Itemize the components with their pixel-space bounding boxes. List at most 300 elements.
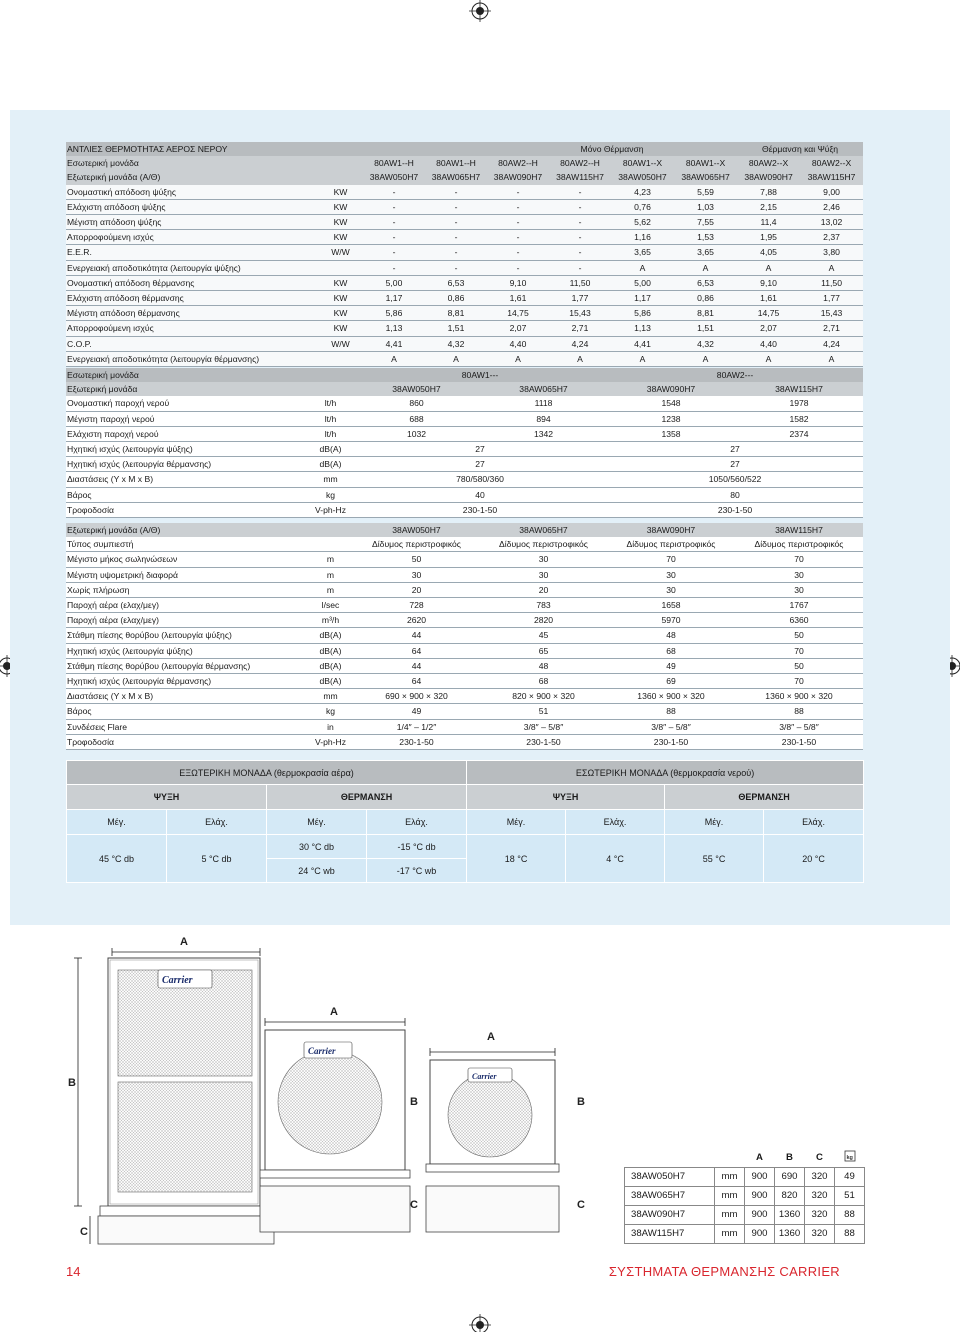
max-label: Μέγ.	[67, 810, 167, 835]
outdoor-spec-value: 230-1-50	[607, 734, 735, 749]
dimensions-table	[624, 1148, 865, 1244]
performance-value: 80AW2--H	[549, 156, 611, 170]
outdoor-spec-row	[66, 567, 863, 582]
outdoor-spec-value: 49	[607, 658, 735, 673]
dim-b: 690	[775, 1167, 805, 1186]
indoor-spec-row	[66, 502, 863, 517]
performance-value: Μόνο Θέρμανση	[487, 142, 737, 156]
performance-value: 5,86	[611, 306, 674, 321]
performance-value: 0,86	[425, 291, 487, 306]
outdoor-spec-row	[66, 537, 863, 552]
outdoor-unit-table	[66, 523, 863, 750]
performance-value: 1,61	[487, 291, 549, 306]
outdoor-spec-unit: m³/h	[308, 613, 353, 628]
indoor-unit-table	[66, 368, 863, 518]
dim-c: 320	[805, 1167, 835, 1186]
dim-kg: 88	[835, 1205, 865, 1224]
performance-value: 6,53	[674, 275, 737, 290]
performance-value: A	[800, 260, 863, 275]
outdoor-spec-value: 3/8″ – 5/8″	[735, 719, 863, 734]
outdoor-spec-value: 30	[480, 552, 607, 567]
outdoor-spec-row	[66, 523, 863, 537]
performance-row	[66, 170, 863, 184]
performance-value: 5,59	[674, 185, 737, 200]
min-label: Ελάχ.	[367, 810, 467, 835]
performance-value: 1,16	[611, 230, 674, 245]
dimension-b-label: B	[68, 1077, 76, 1089]
performance-value: -	[425, 230, 487, 245]
performance-value: A	[674, 260, 737, 275]
heat-pump-performance-table	[66, 142, 863, 367]
indoor-spec-value: 1548	[607, 396, 735, 411]
dim-a: 900	[745, 1224, 775, 1243]
performance-label: C.O.P.	[66, 336, 318, 351]
weight-icon-label: kg	[846, 1154, 853, 1161]
outdoor-spec-label: Ηχητική ισχύς (λειτουργία ψύξης)	[66, 643, 308, 658]
outdoor-spec-label: Συνδέσεις Flare	[66, 719, 308, 734]
dim-b: 1360	[775, 1205, 805, 1224]
performance-value: 38AW050H7	[363, 170, 425, 184]
performance-value: 80AW1--X	[674, 156, 737, 170]
max-label: Μέγ.	[665, 810, 764, 835]
operating-limits-table	[66, 760, 864, 883]
min-label: Ελάχ.	[566, 810, 665, 835]
performance-value: -	[425, 245, 487, 260]
outdoor-spec-row	[66, 689, 863, 704]
outdoor-spec-value: 68	[480, 674, 607, 689]
performance-value: -	[487, 185, 549, 200]
outdoor-spec-value: 6360	[735, 613, 863, 628]
performance-value: 3,65	[674, 245, 737, 260]
outdoor-spec-value: 230-1-50	[353, 734, 480, 749]
performance-value: 7,55	[674, 215, 737, 230]
performance-value: 38AW115H7	[800, 170, 863, 184]
outdoor-spec-value: 48	[607, 628, 735, 643]
indoor-spec-value: 80AW1---	[353, 368, 607, 382]
outdoor-spec-value: 44	[353, 658, 480, 673]
outdoor-spec-value: 20	[353, 582, 480, 597]
performance-unit: KW	[318, 185, 363, 200]
performance-unit: KW	[318, 215, 363, 230]
outdoor-spec-row	[66, 643, 863, 658]
indoor-spec-row	[66, 472, 863, 487]
min-label: Ελάχ.	[764, 810, 864, 835]
performance-value: 4,24	[800, 336, 863, 351]
outdoor-spec-value: 69	[607, 674, 735, 689]
outdoor-spec-unit: m	[308, 582, 353, 597]
performance-label: Απορροφούμενη ισχύς	[66, 230, 318, 245]
outdoor-spec-value: 48	[480, 658, 607, 673]
dimensions-row	[625, 1205, 865, 1224]
performance-unit	[318, 260, 363, 275]
outdoor-heating-max-db: 30 °C db	[267, 835, 367, 859]
performance-value: 2,71	[549, 321, 611, 336]
performance-value: A	[737, 260, 800, 275]
outdoor-spec-value: 45	[480, 628, 607, 643]
indoor-heating-header: ΘΕΡΜΑΝΣΗ	[665, 785, 864, 810]
performance-value: 5,62	[611, 215, 674, 230]
performance-value: -	[363, 199, 425, 214]
max-label: Μέγ.	[467, 810, 566, 835]
outdoor-spec-value: 65	[480, 643, 607, 658]
indoor-spec-value: 27	[353, 457, 607, 472]
performance-row	[66, 215, 863, 230]
indoor-spec-unit: lt/h	[308, 396, 353, 411]
indoor-spec-label: Διαστάσεις (Υ x M x B)	[66, 472, 308, 487]
dim-model: 38AW050H7	[625, 1167, 715, 1186]
dim-kg: 49	[835, 1167, 865, 1186]
indoor-spec-unit: dB(A)	[308, 457, 353, 472]
outdoor-spec-value: 70	[735, 643, 863, 658]
performance-value: 1,17	[363, 291, 425, 306]
indoor-spec-label: Εξωτερική μονάδα	[66, 382, 308, 396]
indoor-spec-value: 80AW2---	[607, 368, 863, 382]
indoor-spec-value: 1032	[353, 426, 480, 441]
dimensions-row	[625, 1224, 865, 1243]
indoor-spec-unit	[308, 368, 353, 382]
outdoor-spec-value: 50	[353, 552, 480, 567]
brand-logo: Carrier	[162, 975, 193, 986]
performance-value: -	[549, 230, 611, 245]
outdoor-spec-label: Τύπος συμπιεστή	[66, 537, 308, 552]
indoor-spec-value: 27	[353, 442, 607, 457]
performance-value: -	[549, 245, 611, 260]
outdoor-spec-value: 68	[607, 643, 735, 658]
indoor-spec-value: 894	[480, 411, 607, 426]
dim-a: 900	[745, 1167, 775, 1186]
performance-value: 80AW1--H	[425, 156, 487, 170]
performance-unit: KW	[318, 230, 363, 245]
performance-value: 80AW2--X	[800, 156, 863, 170]
outdoor-heating-header: ΘΕΡΜΑΝΣΗ	[267, 785, 467, 810]
performance-value: A	[487, 351, 549, 366]
dim-c: 320	[805, 1186, 835, 1205]
performance-value: 80AW2--H	[487, 156, 549, 170]
dim-unit: mm	[715, 1205, 745, 1224]
performance-row	[66, 185, 863, 200]
performance-value: 1,53	[674, 230, 737, 245]
performance-row	[66, 321, 863, 336]
performance-value: -	[487, 260, 549, 275]
performance-value: 38AW090H7	[737, 170, 800, 184]
performance-value: 1,51	[674, 321, 737, 336]
performance-value: 80AW2--X	[737, 156, 800, 170]
max-label: Μέγ.	[267, 810, 367, 835]
outdoor-spec-value: 728	[353, 598, 480, 613]
outdoor-spec-value: 50	[735, 628, 863, 643]
performance-value: 38AW115H7	[549, 170, 611, 184]
performance-value: -	[363, 185, 425, 200]
page-number: 14	[66, 1264, 81, 1279]
dimension-c-label: C	[80, 1226, 88, 1238]
performance-value: 80AW1--X	[611, 156, 674, 170]
indoor-spec-value: 1050/560/522	[607, 472, 863, 487]
dimensions-row	[625, 1167, 865, 1186]
indoor-spec-row	[66, 368, 863, 382]
performance-value: 2,71	[800, 321, 863, 336]
performance-value: 2,07	[487, 321, 549, 336]
brand-logo: Carrier	[308, 1046, 336, 1056]
performance-row	[66, 291, 863, 306]
indoor-spec-value: 1118	[480, 396, 607, 411]
dimension-a-label: A	[180, 936, 188, 948]
outdoor-spec-value: 64	[353, 643, 480, 658]
outdoor-spec-value: 30	[735, 567, 863, 582]
performance-unit: KW	[318, 321, 363, 336]
indoor-spec-value: 27	[607, 442, 863, 457]
outdoor-spec-label: Παροχή αέρα (ελαχ/μεγ)	[66, 598, 308, 613]
outdoor-spec-row	[66, 704, 863, 719]
outdoor-spec-row	[66, 552, 863, 567]
indoor-spec-value: 27	[607, 457, 863, 472]
outdoor-spec-unit: dB(A)	[308, 643, 353, 658]
indoor-spec-value: 1978	[735, 396, 863, 411]
outdoor-spec-unit: V-ph-Hz	[308, 734, 353, 749]
performance-value: A	[363, 351, 425, 366]
dimensions-row	[625, 1186, 865, 1205]
outdoor-spec-value: 30	[607, 582, 735, 597]
outdoor-spec-value: 1360 × 900 × 320	[607, 689, 735, 704]
performance-value: -	[549, 260, 611, 275]
dimension-b-label: B	[410, 1096, 418, 1108]
performance-label: Ενεργειακή αποδοτικότητα (λειτουργία θέρμανσης)	[66, 351, 318, 366]
indoor-spec-label: Μέγιστη παροχή νερού	[66, 411, 308, 426]
indoor-spec-label: Ηχητική ισχύς (λειτουργία ψύξης)	[66, 442, 308, 457]
performance-unit: W/W	[318, 245, 363, 260]
dim-header-b: B	[775, 1148, 805, 1167]
performance-value: -	[363, 215, 425, 230]
outdoor-unit-drawings	[60, 930, 620, 1260]
outdoor-cooling-min: 5 °C db	[167, 835, 267, 883]
dimension-c-label: C	[410, 1199, 418, 1211]
performance-label: Ενεργειακή αποδοτικότητα (λειτουργία ψύξης)	[66, 260, 318, 275]
dim-a: 900	[745, 1205, 775, 1224]
large-unit-drawing	[68, 936, 274, 1244]
dim-unit: mm	[715, 1224, 745, 1243]
performance-label: Ελάχιστη απόδοση θέρμανσης	[66, 291, 318, 306]
performance-value: 3,65	[611, 245, 674, 260]
performance-cell	[425, 142, 487, 156]
performance-value: -	[363, 230, 425, 245]
dimension-a-label: A	[487, 1031, 495, 1043]
performance-value: 5,86	[363, 306, 425, 321]
outdoor-spec-value: 20	[480, 582, 607, 597]
indoor-spec-value: 80	[607, 487, 863, 502]
outdoor-spec-value: Δίδυμος περιστροφικός	[353, 537, 480, 552]
outdoor-spec-label: Μέγιστη υψομετρική διαφορά	[66, 567, 308, 582]
indoor-cooling-max: 18 °C	[467, 835, 566, 883]
outdoor-spec-label: Στάθμη πίεσης θορύβου (λειτουργία ψύξης)	[66, 628, 308, 643]
outdoor-spec-row	[66, 613, 863, 628]
performance-value: 9,00	[800, 185, 863, 200]
weight-icon	[835, 1148, 865, 1167]
outdoor-cooling-max: 45 °C db	[67, 835, 167, 883]
performance-value: 15,43	[549, 306, 611, 321]
outdoor-spec-label: Εξωτερική μονάδα (Α/Θ)	[66, 523, 308, 537]
indoor-spec-value: 1358	[607, 426, 735, 441]
performance-value: A	[611, 351, 674, 366]
outdoor-spec-row	[66, 628, 863, 643]
performance-value: A	[425, 351, 487, 366]
performance-value: 1,17	[611, 291, 674, 306]
indoor-spec-label: Ελάχιστη παροχή νερού	[66, 426, 308, 441]
indoor-spec-row	[66, 411, 863, 426]
performance-value: 11,50	[800, 275, 863, 290]
outdoor-spec-value: 5970	[607, 613, 735, 628]
performance-value: 15,43	[800, 306, 863, 321]
outdoor-spec-value: 51	[480, 704, 607, 719]
outdoor-spec-unit	[308, 523, 353, 537]
performance-value: 4,41	[611, 336, 674, 351]
indoor-heating-max: 55 °C	[665, 835, 764, 883]
outdoor-heating-min-db: -15 °C db	[367, 835, 467, 859]
performance-row	[66, 142, 863, 156]
indoor-spec-row	[66, 382, 863, 396]
performance-row	[66, 306, 863, 321]
indoor-spec-row	[66, 487, 863, 502]
performance-value: 4,40	[737, 336, 800, 351]
outdoor-spec-value: 30	[353, 567, 480, 582]
indoor-spec-value: 230-1-50	[607, 502, 863, 517]
dim-unit: mm	[715, 1167, 745, 1186]
performance-value: -	[549, 199, 611, 214]
performance-value: A	[737, 351, 800, 366]
outdoor-spec-value: 38AW065H7	[480, 523, 607, 537]
dim-model: 38AW090H7	[625, 1205, 715, 1224]
indoor-spec-unit	[308, 382, 353, 396]
outdoor-spec-value: 1360 × 900 × 320	[735, 689, 863, 704]
outdoor-spec-label: Παροχή αέρα (ελαχ/μεγ)	[66, 613, 308, 628]
performance-value: A	[611, 260, 674, 275]
indoor-spec-label: Βάρος	[66, 487, 308, 502]
performance-label: Μέγιστη απόδοση ψύξης	[66, 215, 318, 230]
performance-value: 1,03	[674, 199, 737, 214]
outdoor-heating-max-wb: 24 °C wb	[267, 859, 367, 883]
performance-unit	[318, 156, 363, 170]
performance-value: 11,4	[737, 215, 800, 230]
performance-value: 1,77	[800, 291, 863, 306]
performance-row	[66, 199, 863, 214]
performance-row	[66, 336, 863, 351]
indoor-limits-title: ΕΣΩΤΕΡΙΚΗ ΜΟΝΑΔΑ (θερμοκρασία νερού)	[467, 761, 864, 785]
indoor-spec-unit: dB(A)	[308, 442, 353, 457]
performance-value: -	[487, 230, 549, 245]
outdoor-spec-value: Δίδυμος περιστροφικός	[735, 537, 863, 552]
outdoor-spec-label: Τροφοδοσία	[66, 734, 308, 749]
dimension-a-label: A	[330, 1006, 338, 1018]
indoor-spec-row	[66, 457, 863, 472]
dim-kg: 51	[835, 1186, 865, 1205]
outdoor-spec-row	[66, 658, 863, 673]
outdoor-spec-value: 820 × 900 × 320	[480, 689, 607, 704]
outdoor-spec-unit	[308, 537, 353, 552]
performance-value: 6,53	[425, 275, 487, 290]
performance-value: -	[425, 199, 487, 214]
outdoor-spec-row	[66, 734, 863, 749]
indoor-spec-value: 860	[353, 396, 480, 411]
performance-row	[66, 275, 863, 290]
outdoor-spec-value: 230-1-50	[735, 734, 863, 749]
outdoor-spec-row	[66, 674, 863, 689]
indoor-spec-value: 38AW090H7	[607, 382, 735, 396]
outdoor-spec-value: 64	[353, 674, 480, 689]
indoor-spec-unit: V-ph-Hz	[308, 502, 353, 517]
indoor-spec-value: 38AW050H7	[353, 382, 480, 396]
registration-mark-top	[469, 0, 491, 22]
performance-value: 8,81	[425, 306, 487, 321]
performance-value: A	[674, 351, 737, 366]
performance-label: Απορροφούμενη ισχύς	[66, 321, 318, 336]
indoor-spec-row	[66, 442, 863, 457]
registration-mark-bottom	[469, 1314, 491, 1332]
performance-label: Εσωτερική μονάδα	[66, 156, 318, 170]
performance-value: -	[425, 215, 487, 230]
performance-value: -	[549, 215, 611, 230]
outdoor-spec-unit: m	[308, 567, 353, 582]
performance-value: 0,86	[674, 291, 737, 306]
dim-model: 38AW115H7	[625, 1224, 715, 1243]
performance-value: -	[363, 260, 425, 275]
performance-value: 4,23	[611, 185, 674, 200]
performance-cell	[363, 142, 425, 156]
small-unit-drawing	[426, 1031, 585, 1232]
outdoor-spec-value: 88	[735, 704, 863, 719]
dim-model: 38AW065H7	[625, 1186, 715, 1205]
performance-value: 0,76	[611, 199, 674, 214]
performance-label: Μέγιστη απόδοση θέρμανσης	[66, 306, 318, 321]
outdoor-spec-unit: mm	[308, 689, 353, 704]
dim-b: 1360	[775, 1224, 805, 1243]
outdoor-cooling-header: ΨΥΞΗ	[67, 785, 267, 810]
performance-value: 2,07	[737, 321, 800, 336]
performance-unit	[318, 351, 363, 366]
outdoor-spec-value: 2620	[353, 613, 480, 628]
performance-value: 9,10	[737, 275, 800, 290]
indoor-heating-min: 20 °C	[764, 835, 864, 883]
indoor-cooling-header: ΨΥΞΗ	[467, 785, 665, 810]
outdoor-spec-value: 3/8″ – 5/8″	[607, 719, 735, 734]
outdoor-spec-value: 50	[735, 658, 863, 673]
performance-value: 1,13	[611, 321, 674, 336]
performance-value: 80AW1--H	[363, 156, 425, 170]
outdoor-spec-value: 38AW090H7	[607, 523, 735, 537]
brand-logo: Carrier	[472, 1072, 497, 1081]
performance-cell	[318, 142, 363, 156]
performance-value: 2,37	[800, 230, 863, 245]
performance-value: 4,40	[487, 336, 549, 351]
indoor-spec-value: 40	[353, 487, 607, 502]
outdoor-spec-value: 70	[607, 552, 735, 567]
performance-row	[66, 260, 863, 275]
outdoor-spec-value: 1/4″ – 1/2″	[353, 719, 480, 734]
outdoor-spec-label: Βάρος	[66, 704, 308, 719]
min-label: Ελάχ.	[167, 810, 267, 835]
performance-label: Ονομαστική απόδοση ψύξης	[66, 185, 318, 200]
performance-value: 4,24	[549, 336, 611, 351]
performance-unit: KW	[318, 291, 363, 306]
outdoor-spec-unit: dB(A)	[308, 674, 353, 689]
performance-value: 7,88	[737, 185, 800, 200]
performance-value: 4,05	[737, 245, 800, 260]
indoor-spec-value: 2374	[735, 426, 863, 441]
outdoor-spec-row	[66, 582, 863, 597]
outdoor-spec-value: 30	[735, 582, 863, 597]
performance-value: -	[363, 245, 425, 260]
outdoor-spec-value: 88	[607, 704, 735, 719]
performance-value: -	[425, 185, 487, 200]
outdoor-spec-value: 30	[607, 567, 735, 582]
dim-c: 320	[805, 1224, 835, 1243]
